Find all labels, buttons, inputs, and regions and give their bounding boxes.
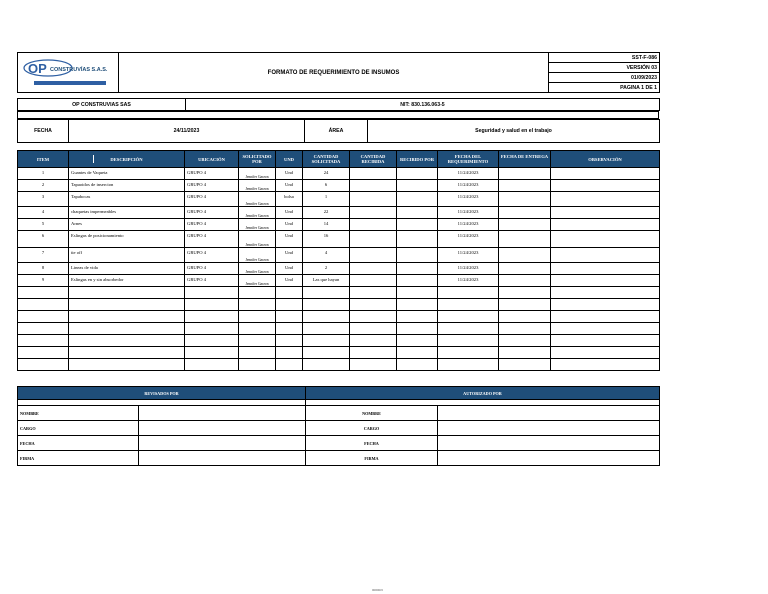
quantity-received-cell[interactable]: [350, 207, 397, 219]
requested-by-cell: [239, 248, 276, 263]
empty-cell[interactable]: [69, 311, 185, 323]
request-date-cell: 11/24/2023: [438, 263, 499, 275]
item-cell: 5: [18, 219, 69, 231]
requested-by-text: Jennifer Garzon: [245, 226, 269, 230]
quantity-received-cell[interactable]: [350, 275, 397, 287]
location-cell: GRUPO 4: [185, 231, 239, 248]
description-cell: Arnes: [69, 219, 185, 231]
unit-cell: Und: [276, 263, 303, 275]
description-cell: Eslingas de posicionamiento: [69, 231, 185, 248]
requested-by-text: Jennifer Garzon: [245, 258, 269, 262]
reviewed-fecha-label: FECHA: [18, 436, 139, 451]
empty-cell[interactable]: [18, 311, 69, 323]
empty-cell[interactable]: [350, 287, 397, 299]
table-row: [18, 192, 660, 207]
unit-cell: bolsa: [276, 192, 303, 207]
empty-cell[interactable]: [185, 311, 239, 323]
request-date-cell: 11/24/2023: [438, 207, 499, 219]
empty-cell[interactable]: [551, 359, 660, 371]
company-name: OP CONSTRUVIAS SAS: [18, 99, 186, 111]
reviewed-cargo-label: CARGO: [18, 421, 139, 436]
quantity-requested-cell: 4: [303, 248, 350, 263]
description-cell: Eslingas en y sin absorbedor: [69, 275, 185, 287]
description-cell: Guantes de Vaqueta: [69, 168, 185, 180]
unit-cell: Und: [276, 248, 303, 263]
empty-cell[interactable]: [438, 323, 499, 335]
received-by-cell[interactable]: [397, 275, 438, 287]
empty-cell[interactable]: [438, 347, 499, 359]
empty-cell[interactable]: [397, 287, 438, 299]
location-cell: GRUPO 4: [185, 192, 239, 207]
empty-cell[interactable]: [185, 323, 239, 335]
received-by-cell[interactable]: [397, 192, 438, 207]
col-item: ITEM: [18, 151, 69, 168]
empty-cell[interactable]: [397, 323, 438, 335]
authorized-by-title: AUTORIZADO POR: [306, 387, 660, 400]
item-cell: 1: [18, 168, 69, 180]
empty-cell[interactable]: [397, 347, 438, 359]
observation-cell[interactable]: [551, 248, 660, 263]
empty-cell[interactable]: [303, 335, 350, 347]
requested-by-text: Jennifer Garzon: [245, 202, 269, 206]
requested-by-cell: [239, 275, 276, 287]
description-cell: chaquetas impermeables: [69, 207, 185, 219]
description-cell: Tapabocas: [69, 192, 185, 207]
col-fecha-requerimiento: FECHA DEL REQUERIMIENTO: [438, 151, 499, 168]
request-date-cell: 11/24/2023: [438, 168, 499, 180]
quantity-received-cell[interactable]: [350, 248, 397, 263]
reviewed-name-field[interactable]: [139, 406, 306, 421]
delivery-date-cell[interactable]: [499, 180, 551, 192]
reviewed-by-title: REVISADOS POR: [18, 387, 306, 400]
item-cell: 3: [18, 192, 69, 207]
document-date: 01/09/2023: [549, 73, 660, 83]
table-row: [18, 275, 660, 287]
table-row: [18, 168, 660, 180]
empty-cell[interactable]: [239, 347, 276, 359]
empty-cell[interactable]: [276, 359, 303, 371]
empty-cell[interactable]: [350, 311, 397, 323]
quantity-received-cell[interactable]: [350, 263, 397, 275]
description-cell: tie off: [69, 248, 185, 263]
company-row: [17, 98, 660, 111]
received-by-cell[interactable]: [397, 219, 438, 231]
reviewed-by-table: [17, 386, 306, 466]
request-date-cell: 11/24/2023: [438, 275, 499, 287]
empty-cell[interactable]: [18, 299, 69, 311]
item-cell: 2: [18, 180, 69, 192]
document-header: [17, 52, 660, 93]
empty-cell[interactable]: [185, 335, 239, 347]
empty-cell[interactable]: [499, 323, 551, 335]
empty-cell[interactable]: [276, 299, 303, 311]
unit-cell: Und: [276, 275, 303, 287]
location-cell: GRUPO 4: [185, 207, 239, 219]
requested-by-cell: [239, 180, 276, 192]
col-descripcion: DESCRIPCIÓN: [69, 151, 185, 168]
empty-cell[interactable]: [185, 359, 239, 371]
requested-by-cell: [239, 263, 276, 275]
location-cell: GRUPO 4: [185, 248, 239, 263]
quantity-requested-cell: 6: [303, 180, 350, 192]
empty-cell[interactable]: [397, 311, 438, 323]
logo-graphic: [18, 55, 113, 89]
empty-cell[interactable]: [438, 299, 499, 311]
requested-by-text: Jennifer Garzon: [245, 243, 269, 247]
empty-cell[interactable]: [276, 347, 303, 359]
quantity-received-cell[interactable]: [350, 231, 397, 248]
empty-cell[interactable]: [551, 299, 660, 311]
empty-cell[interactable]: [350, 299, 397, 311]
requested-by-text: Jennifer Garzon: [245, 270, 269, 274]
description-cell: Lineas de vida: [69, 263, 185, 275]
empty-cell[interactable]: [185, 299, 239, 311]
request-date-cell: 11/24/2023: [438, 180, 499, 192]
item-cell: 9: [18, 275, 69, 287]
quantity-received-cell[interactable]: [350, 180, 397, 192]
authorized-name-field[interactable]: [438, 406, 660, 421]
item-cell: 6: [18, 231, 69, 248]
authorized-by-table: [305, 386, 660, 466]
empty-cell[interactable]: [239, 359, 276, 371]
empty-cell[interactable]: [350, 359, 397, 371]
delivery-date-cell[interactable]: [499, 219, 551, 231]
document-version: VERSIÓN 03: [549, 63, 660, 73]
requested-by-cell: [239, 192, 276, 207]
item-cell: 4: [18, 207, 69, 219]
empty-cell[interactable]: [438, 287, 499, 299]
delivery-date-cell[interactable]: [499, 275, 551, 287]
empty-cell[interactable]: [551, 311, 660, 323]
observation-cell[interactable]: [551, 231, 660, 248]
empty-cell[interactable]: [69, 347, 185, 359]
empty-cell[interactable]: [303, 323, 350, 335]
observation-cell[interactable]: [551, 263, 660, 275]
received-by-cell[interactable]: [397, 248, 438, 263]
request-date-cell: 11/24/2023: [438, 219, 499, 231]
fecha-value: 24/11/2023: [69, 120, 305, 143]
authorized-name-label: NOMBRE: [306, 406, 438, 421]
authorized-fecha-field[interactable]: [438, 436, 660, 451]
empty-cell[interactable]: [303, 359, 350, 371]
authorized-firma-label: FIRMA: [306, 451, 438, 466]
unit-cell: Und: [276, 168, 303, 180]
empty-cell[interactable]: [551, 287, 660, 299]
empty-cell[interactable]: [239, 299, 276, 311]
area-value: Seguridad y salud en el trabajo: [368, 120, 660, 143]
info-row: [17, 119, 660, 143]
unit-cell: Und: [276, 207, 303, 219]
empty-cell[interactable]: [397, 299, 438, 311]
empty-cell[interactable]: [303, 311, 350, 323]
location-cell: GRUPO 4: [185, 263, 239, 275]
col-cantidad-solicitada: CANTIDAD SOLICITADA: [303, 151, 350, 168]
empty-cell[interactable]: [551, 347, 660, 359]
request-date-cell: 11/24/2023: [438, 231, 499, 248]
item-cell: 7: [18, 248, 69, 263]
observation-cell[interactable]: [551, 275, 660, 287]
empty-cell[interactable]: [276, 335, 303, 347]
empty-cell[interactable]: [276, 311, 303, 323]
quantity-received-cell[interactable]: [350, 219, 397, 231]
observation-cell[interactable]: [551, 168, 660, 180]
table-row: [18, 263, 660, 275]
quantity-requested-cell: 2: [303, 263, 350, 275]
observation-cell[interactable]: [551, 207, 660, 219]
quantity-requested-cell: 16: [303, 231, 350, 248]
empty-cell[interactable]: [499, 347, 551, 359]
col-ubicacion: UBICACIÓN: [185, 151, 239, 168]
requested-by-cell: [239, 168, 276, 180]
delivery-date-cell[interactable]: [499, 263, 551, 275]
empty-cell[interactable]: [239, 287, 276, 299]
col-und: UND: [276, 151, 303, 168]
location-cell: GRUPO 4: [185, 275, 239, 287]
empty-cell[interactable]: [276, 287, 303, 299]
empty-row: [18, 311, 660, 323]
reviewed-fecha-field[interactable]: [139, 436, 306, 451]
empty-cell[interactable]: [350, 335, 397, 347]
area-label: ÁREA: [305, 120, 368, 143]
empty-cell[interactable]: [551, 335, 660, 347]
location-cell: GRUPO 4: [185, 219, 239, 231]
requested-by-text: Jennifer Garzon: [245, 187, 269, 191]
location-cell: GRUPO 4: [185, 180, 239, 192]
company-nit: NIT: 830.136.063-5: [186, 99, 660, 111]
delivery-date-cell[interactable]: [499, 207, 551, 219]
col-fecha-entrega: FECHA DE ENTREGA: [499, 151, 551, 168]
received-by-cell[interactable]: [397, 231, 438, 248]
observation-cell[interactable]: [551, 180, 660, 192]
empty-cell[interactable]: [303, 299, 350, 311]
col-solicitado-por: SOLICITADO POR: [239, 151, 276, 168]
empty-cell[interactable]: [69, 359, 185, 371]
requested-by-text: Jennifer Garzon: [245, 175, 269, 179]
empty-cell[interactable]: [551, 323, 660, 335]
quantity-requested-cell: 24: [303, 168, 350, 180]
empty-cell[interactable]: [239, 323, 276, 335]
table-row: [18, 180, 660, 192]
empty-row: [18, 335, 660, 347]
received-by-cell[interactable]: [397, 263, 438, 275]
quantity-requested-cell: 22: [303, 207, 350, 219]
description-cell: Tapaoidos de insercion: [69, 180, 185, 192]
empty-cell[interactable]: [438, 335, 499, 347]
empty-row: [18, 287, 660, 299]
requested-by-cell: [239, 231, 276, 248]
empty-row: [18, 347, 660, 359]
col-cantidad-recibida: CANTIDAD RECIBIDA: [350, 151, 397, 168]
empty-row: [18, 359, 660, 371]
table-row: [18, 219, 660, 231]
empty-cell[interactable]: [18, 287, 69, 299]
empty-cell[interactable]: [185, 287, 239, 299]
requested-by-cell: [239, 207, 276, 219]
empty-cell[interactable]: [397, 335, 438, 347]
unit-cell: Und: [276, 219, 303, 231]
empty-cell[interactable]: [499, 311, 551, 323]
empty-cell[interactable]: [18, 359, 69, 371]
empty-cell[interactable]: [438, 359, 499, 371]
svg-text:OP: OP: [28, 60, 47, 76]
request-date-cell: 11/24/2023: [438, 192, 499, 207]
empty-cell[interactable]: [438, 311, 499, 323]
empty-cell[interactable]: [239, 335, 276, 347]
document-title: FORMATO DE REQUERIMIENTO DE INSUMOS: [119, 53, 549, 93]
delivery-date-cell[interactable]: [499, 231, 551, 248]
fecha-label: FECHA: [18, 120, 69, 143]
empty-row: [18, 299, 660, 311]
empty-row: [18, 323, 660, 335]
empty-cell[interactable]: [185, 347, 239, 359]
quantity-requested-cell: 14: [303, 219, 350, 231]
empty-cell[interactable]: [303, 347, 350, 359]
delivery-date-cell[interactable]: [499, 168, 551, 180]
col-observacion: OBSERVACIÓN: [551, 151, 660, 168]
empty-cell[interactable]: [69, 299, 185, 311]
empty-cell[interactable]: [303, 287, 350, 299]
received-by-cell[interactable]: [397, 207, 438, 219]
table-row: [18, 207, 660, 219]
empty-cell[interactable]: [397, 359, 438, 371]
authorized-fecha-label: FECHA: [306, 436, 438, 451]
empty-cell[interactable]: [69, 323, 185, 335]
company-logo: [18, 53, 119, 93]
table-row: [18, 248, 660, 263]
reviewed-firma-field[interactable]: [139, 451, 306, 466]
requirements-table: [17, 150, 660, 371]
unit-cell: Und: [276, 231, 303, 248]
footer-mark: 00000/3: [372, 588, 383, 592]
reviewed-cargo-field[interactable]: [139, 421, 306, 436]
empty-cell[interactable]: [499, 299, 551, 311]
empty-cell[interactable]: [18, 347, 69, 359]
delivery-date-cell[interactable]: [499, 248, 551, 263]
empty-cell[interactable]: [239, 311, 276, 323]
request-date-cell: 11/24/2023: [438, 248, 499, 263]
document-code: SST-F-086: [549, 53, 660, 63]
quantity-received-cell[interactable]: [350, 168, 397, 180]
document-page: PAGINA 1 DE 1: [549, 83, 660, 93]
requested-by-text: Jennifer Garzon: [245, 282, 269, 286]
empty-cell[interactable]: [69, 335, 185, 347]
empty-cell[interactable]: [499, 359, 551, 371]
delivery-date-cell[interactable]: [499, 192, 551, 207]
location-cell: GRUPO 4: [185, 168, 239, 180]
quantity-requested-cell: 1: [303, 192, 350, 207]
quantity-received-cell[interactable]: [350, 192, 397, 207]
authorized-firma-field[interactable]: [438, 451, 660, 466]
table-row: [18, 231, 660, 248]
quantity-requested-cell: Las que hayan: [303, 275, 350, 287]
empty-cell[interactable]: [499, 335, 551, 347]
empty-cell[interactable]: [499, 287, 551, 299]
observation-cell[interactable]: [551, 219, 660, 231]
authorized-cargo-label: CARGO: [306, 421, 438, 436]
empty-cell[interactable]: [69, 287, 185, 299]
received-by-cell[interactable]: [397, 168, 438, 180]
empty-cell[interactable]: [350, 347, 397, 359]
authorized-cargo-field[interactable]: [438, 421, 660, 436]
empty-cell[interactable]: [18, 323, 69, 335]
requested-by-cell: [239, 219, 276, 231]
svg-text:CONSTRUVÍAS S.A.S.: CONSTRUVÍAS S.A.S.: [50, 66, 108, 73]
requested-by-text: Jennifer Garzon: [245, 214, 269, 218]
reviewed-firma-label: FIRMA: [18, 451, 139, 466]
spacer-row: [17, 111, 659, 119]
empty-cell[interactable]: [350, 323, 397, 335]
item-cell: 8: [18, 263, 69, 275]
empty-cell[interactable]: [18, 335, 69, 347]
col-recibido-por: RECIBIDO POR: [397, 151, 438, 168]
empty-cell[interactable]: [276, 323, 303, 335]
received-by-cell[interactable]: [397, 180, 438, 192]
reviewed-name-label: NOMBRE: [18, 406, 139, 421]
observation-cell[interactable]: [551, 192, 660, 207]
unit-cell: Und: [276, 180, 303, 192]
